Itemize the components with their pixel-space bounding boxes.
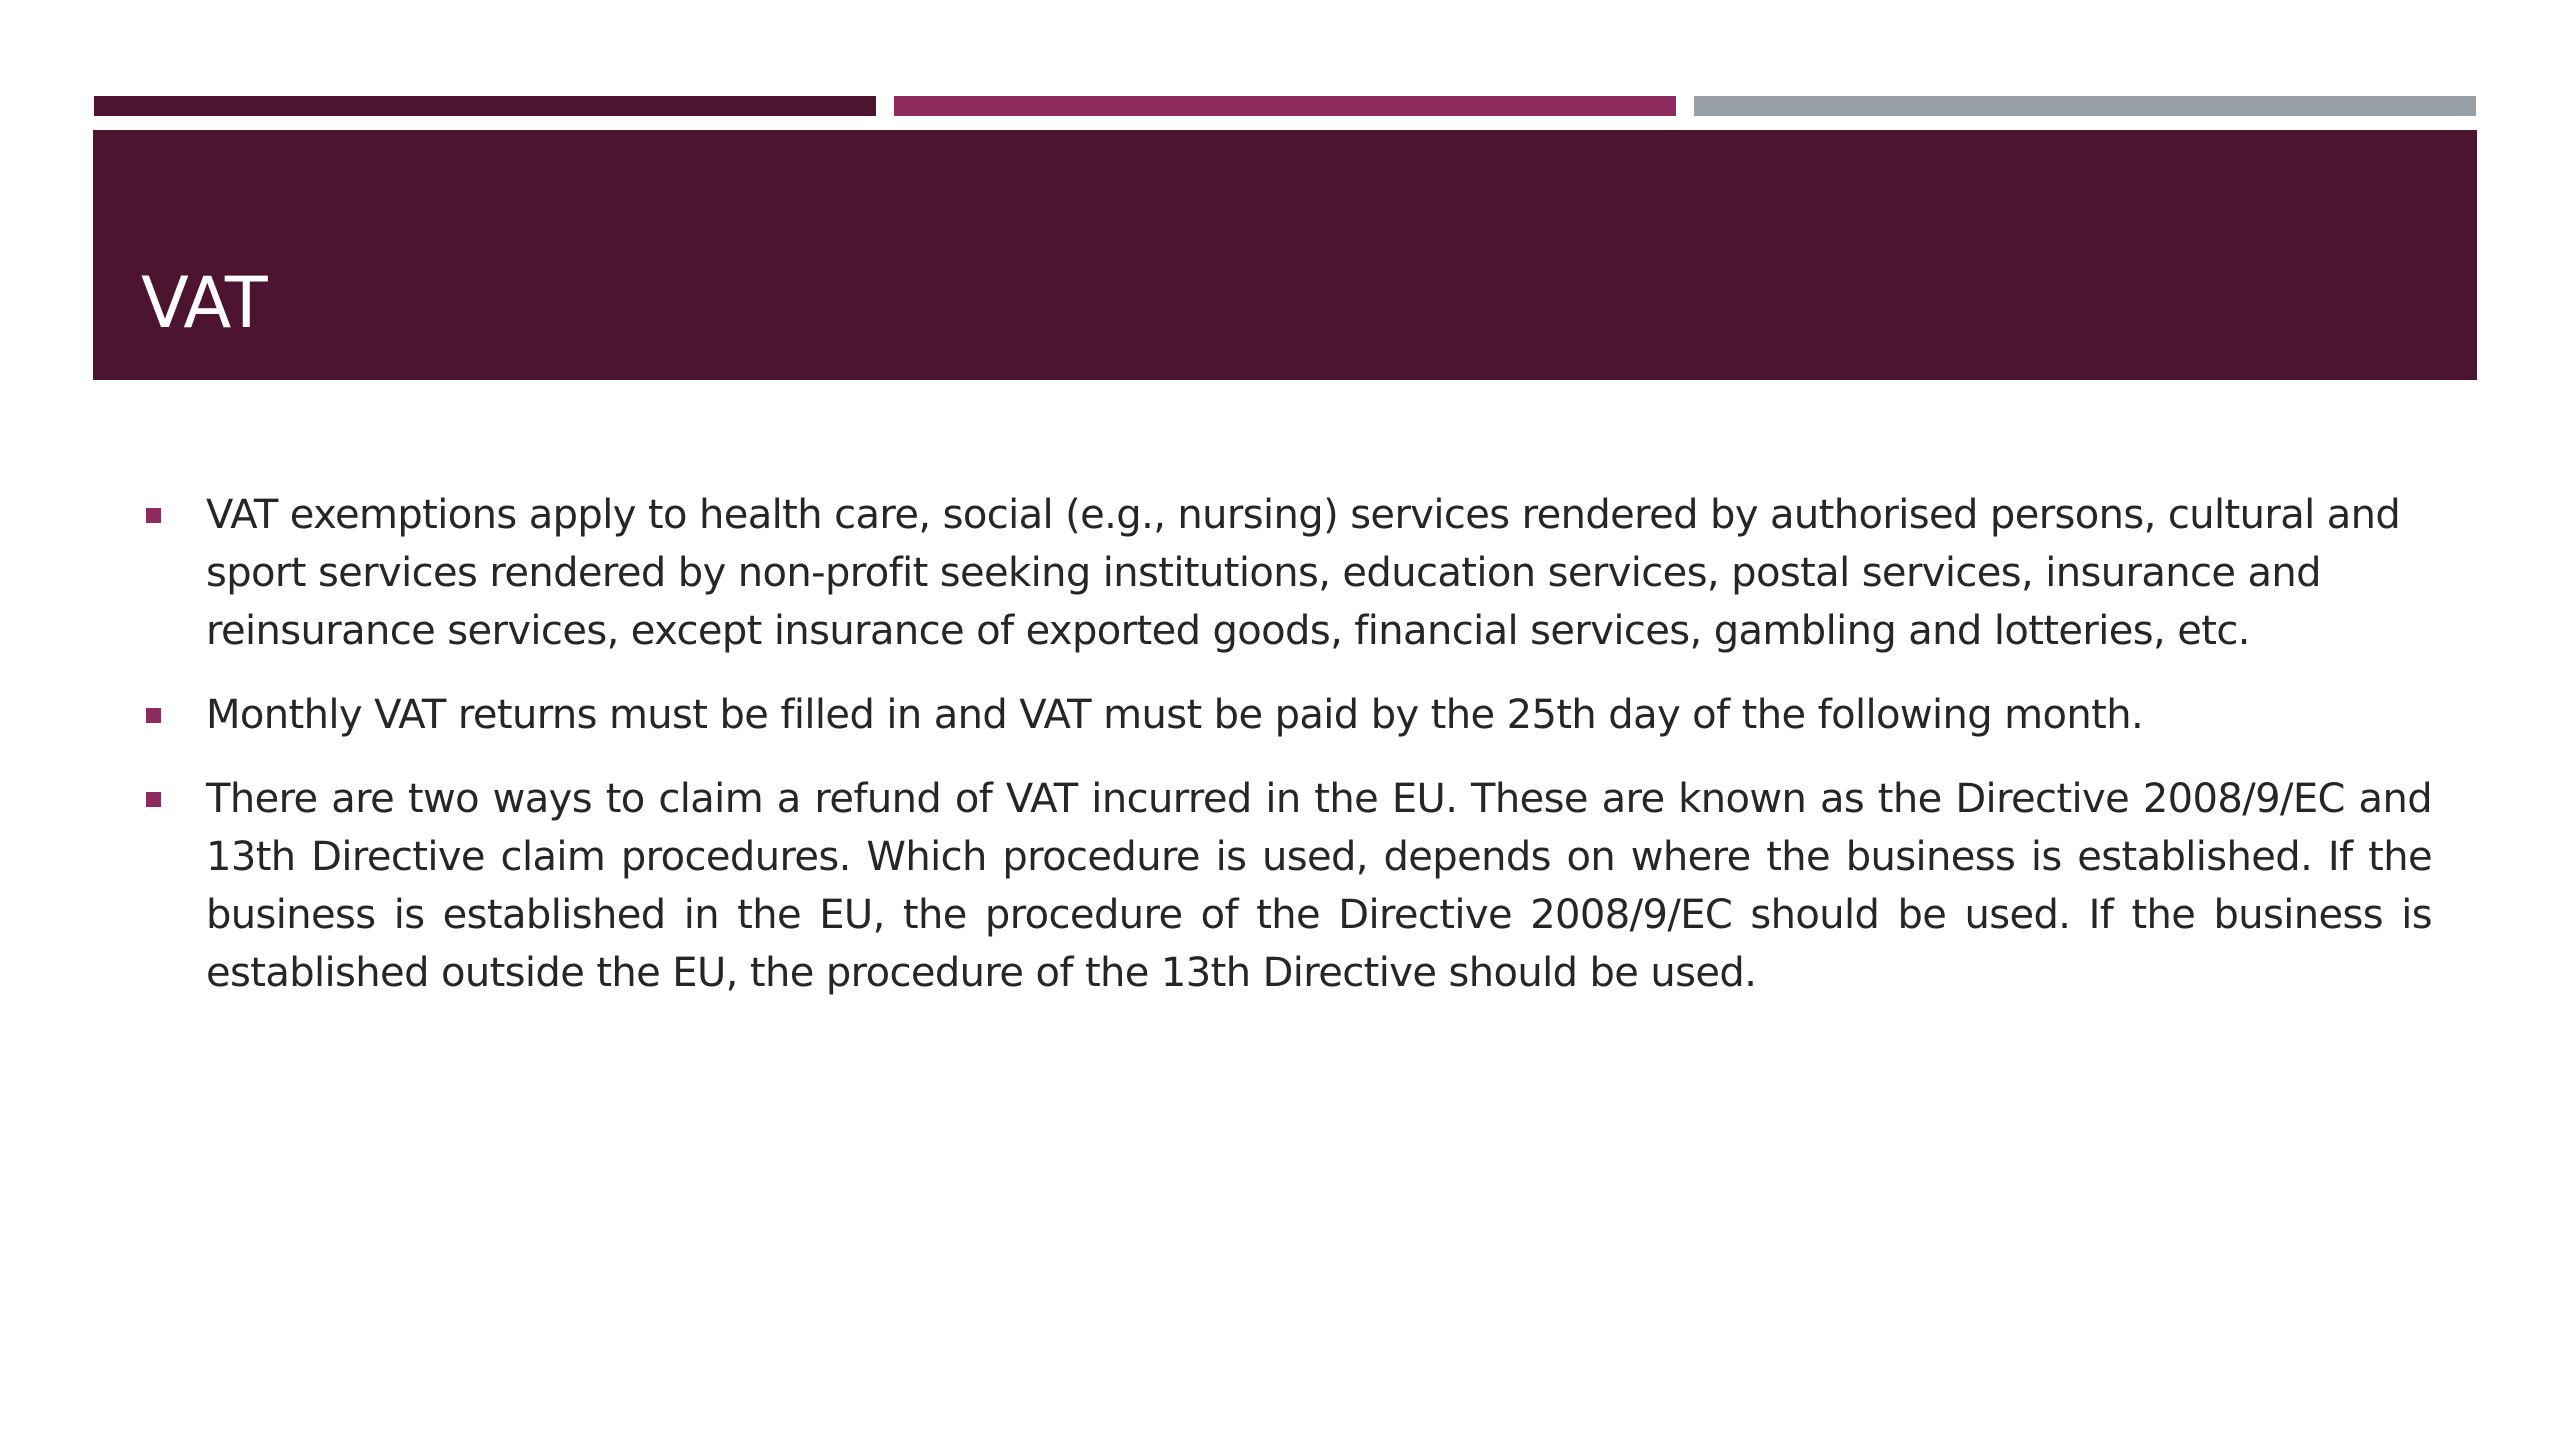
bullet-item-exemptions	[142, 486, 2432, 660]
bullet-item-monthly-returns	[142, 686, 2432, 744]
bullet-text: There are two ways to claim a refund of VAT incurred in the EU. These are known as the Directive 2008/9/EC and 13th Directive claim procedures. Which procedure is used, depends on where the business is established. If the business is established in the EU, the procedure of the Directive 2008/9/EC should be used. If the business is established outside the EU, the procedure of the 13th Directive should be used.	[206, 776, 2432, 996]
top-accent-bar-magenta	[894, 96, 1676, 116]
top-accent-bar-dark	[94, 96, 876, 116]
bullet-item-refund-procedures	[142, 770, 2432, 1002]
title-band	[93, 130, 2477, 380]
square-bullet-icon	[146, 508, 161, 523]
top-accent-bar-gray	[1694, 96, 2476, 116]
bullet-list	[142, 486, 2432, 1028]
bullet-text: VAT exemptions apply to health care, social (e.g., nursing) services rendered by authorised persons, cultural and sport services rendered by non-profit seeking institutions, education services, postal services, insurance and reinsurance services, except insurance of exported goods, financial services, gambling and lotteries, etc.	[206, 492, 2401, 654]
square-bullet-icon	[146, 708, 161, 723]
bullet-text: Monthly VAT returns must be filled in and VAT must be paid by the 25th day of the following month.	[206, 692, 2144, 738]
square-bullet-icon	[146, 792, 161, 807]
slide-title: VAT	[141, 262, 267, 344]
